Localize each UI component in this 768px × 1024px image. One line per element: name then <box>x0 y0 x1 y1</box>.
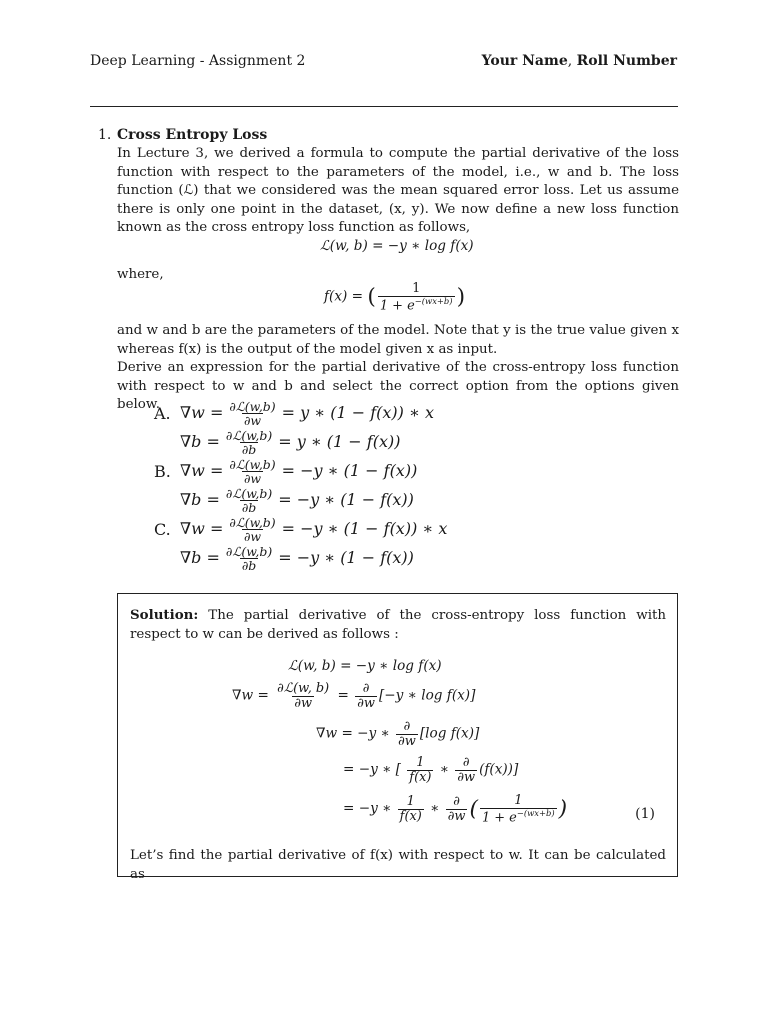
line2-fraction <box>275 682 331 710</box>
header-name: Your Name <box>481 53 568 69</box>
partial-num: ∂ℒ(w,b) <box>225 486 273 501</box>
option-b-row <box>180 545 414 572</box>
line4-dnum: ∂ <box>462 755 470 770</box>
option-rhs: = −y ∗ (1 − f(x)) <box>278 548 414 568</box>
sigmoid-lhs: f(x) = <box>324 288 364 305</box>
partial-den: ∂w <box>243 413 262 429</box>
sigmoid-denominator <box>378 296 455 313</box>
header-rule <box>90 106 678 107</box>
gradient-lhs: ∇w = <box>180 519 224 539</box>
partial-fraction <box>227 458 277 485</box>
sigmoid-den-base: 1 + e <box>379 297 415 313</box>
option-label: A. <box>154 404 171 423</box>
line5-dden: ∂w <box>447 808 466 824</box>
solution-line-5 <box>343 794 567 824</box>
paren-close: ) <box>456 284 466 310</box>
line5-sig-base: 1 + e <box>481 809 517 825</box>
header-roll: Roll Number <box>576 53 677 69</box>
line5-star: ∗ <box>430 800 440 817</box>
partial-den: ∂b <box>241 442 257 458</box>
partial-fraction <box>227 400 277 427</box>
line4-den: f(x) <box>409 769 432 785</box>
line5-paren-open: ( <box>469 796 478 822</box>
option-rhs: = −y ∗ (1 − f(x)) <box>281 461 418 481</box>
option-label: B. <box>154 462 171 481</box>
partial-den: ∂w <box>243 471 262 487</box>
line5-sig-exp: −(wx+b) <box>516 807 555 818</box>
question-title: Cross Entropy Loss <box>117 127 268 143</box>
option-rhs: = −y ∗ (1 − f(x)) <box>278 490 414 510</box>
line2-den: ∂w <box>294 695 313 711</box>
gradient-lhs: ∇b = <box>180 490 220 510</box>
question-para-2: and w and b are the parameters of the model. Note that y is the true value given x whereas f(x) is the output of the model given x as input. <box>117 323 679 357</box>
partial-fraction <box>224 487 274 514</box>
solution-line-2 <box>232 682 475 710</box>
option-rhs: = y ∗ (1 − f(x)) ∗ x <box>281 403 434 423</box>
line4-num: 1 <box>416 755 425 770</box>
line5-sigmoid <box>480 794 557 824</box>
sigmoid-exponent: −(wx+b) <box>414 295 453 306</box>
line5-fraction <box>398 795 424 823</box>
partial-num: ∂ℒ(w,b) <box>225 428 273 443</box>
line3-lhs: ∇w = −y ∗ <box>316 725 390 742</box>
sigmoid-fraction <box>378 282 455 312</box>
line4-rhs: (f(x))] <box>479 761 519 778</box>
header-course-title: Deep Learning - Assignment 2 <box>90 53 306 69</box>
line5-lhs: = −y ∗ <box>343 800 392 817</box>
question-para-3: Derive an expression for the partial derivative of the cross-entropy loss function with respect to w and b and select the correct option from the options given below. <box>117 360 679 412</box>
equation-number: (1) <box>635 806 655 822</box>
question-intro: In Lecture 3, we derived a formula to compute the partial derivative of the loss function with respect to the parameters of the model, i.e., w and b. The loss function (ℒ) that we considered was the mean squared error loss. Let us assume there is only one point in the dataset, (x, y). We now define a new loss function known as the cross entropy loss function as follows, <box>117 146 679 235</box>
line3-derivative <box>396 720 418 748</box>
line4-dden: ∂w <box>457 769 476 785</box>
partial-num: ∂ℒ(w,b) <box>229 515 276 530</box>
partial-fraction <box>224 545 274 572</box>
gradient-lhs: ∇w = <box>180 403 224 423</box>
line2-rhs: [−y ∗ log f(x)] <box>378 687 476 704</box>
partial-num: ∂ℒ(w,b) <box>229 399 276 414</box>
sigmoid-numerator: 1 <box>412 281 421 296</box>
line5-dnum: ∂ <box>453 794 460 810</box>
solution-label: Solution: <box>130 607 199 623</box>
partial-den: ∂b <box>241 500 257 516</box>
line3-rhs: [log f(x)] <box>419 725 480 742</box>
option-b-row <box>180 429 400 456</box>
header-separator: , <box>567 53 577 69</box>
option-w-row <box>180 400 434 427</box>
line3-dnum: ∂ <box>403 719 411 734</box>
line2-dnum: ∂ <box>362 681 370 696</box>
solution-intro-text: The partial derivative of the cross-entropy loss function with respect to w can be derived as follows : <box>130 608 666 642</box>
line5-num: 1 <box>406 794 415 810</box>
option-label: C. <box>154 520 171 539</box>
partial-den: ∂b <box>241 558 257 574</box>
partial-fraction <box>224 429 274 456</box>
solution-line-1: ℒ(w, b) = −y ∗ log f(x) <box>288 658 442 674</box>
where-text: where, <box>117 267 164 282</box>
line5-sig-num: 1 <box>514 793 523 808</box>
solution-intro <box>130 606 666 644</box>
line4-lhs: = −y ∗ [ <box>343 761 401 778</box>
partial-fraction <box>227 516 277 543</box>
line2-num: ∂ℒ(w, b) <box>277 681 330 696</box>
solution-line-4 <box>343 756 518 784</box>
option-rhs: = y ∗ (1 − f(x)) <box>278 432 401 452</box>
solution-line-3 <box>316 720 479 748</box>
option-w-row <box>180 458 417 485</box>
option-w-row <box>180 516 447 543</box>
option-rhs: = −y ∗ (1 − f(x)) ∗ x <box>281 519 448 539</box>
gradient-lhs: ∇b = <box>180 548 220 568</box>
line2-equals: = <box>337 687 349 704</box>
line4-star: ∗ <box>439 761 450 778</box>
gradient-lhs: ∇w = <box>180 461 224 481</box>
question-number: 1. <box>98 127 112 143</box>
header-student-info <box>482 53 677 69</box>
partial-den: ∂w <box>243 529 262 545</box>
solution-closing: Let’s find the partial derivative of f(x) with respect to w. It can be calculated as <box>130 848 666 882</box>
line2-dden: ∂w <box>357 695 375 711</box>
paren-open: ( <box>367 284 376 310</box>
gradient-lhs: ∇b = <box>180 432 220 452</box>
line5-sig-den <box>480 808 557 825</box>
option-b-row <box>180 487 414 514</box>
line3-dden: ∂w <box>398 733 416 749</box>
sigmoid-equation <box>324 282 465 312</box>
line4-derivative <box>455 756 477 784</box>
partial-num: ∂ℒ(w,b) <box>225 544 273 559</box>
line2-lhs: ∇w = <box>232 687 269 704</box>
line2-derivative <box>355 682 377 710</box>
line4-fraction <box>407 756 433 784</box>
line5-den: f(x) <box>399 808 422 824</box>
partial-num: ∂ℒ(w,b) <box>229 457 276 472</box>
line5-derivative <box>446 795 468 823</box>
line5-paren-close: ) <box>558 796 568 822</box>
loss-equation: ℒ(w, b) = −y ∗ log f(x) <box>320 238 474 254</box>
